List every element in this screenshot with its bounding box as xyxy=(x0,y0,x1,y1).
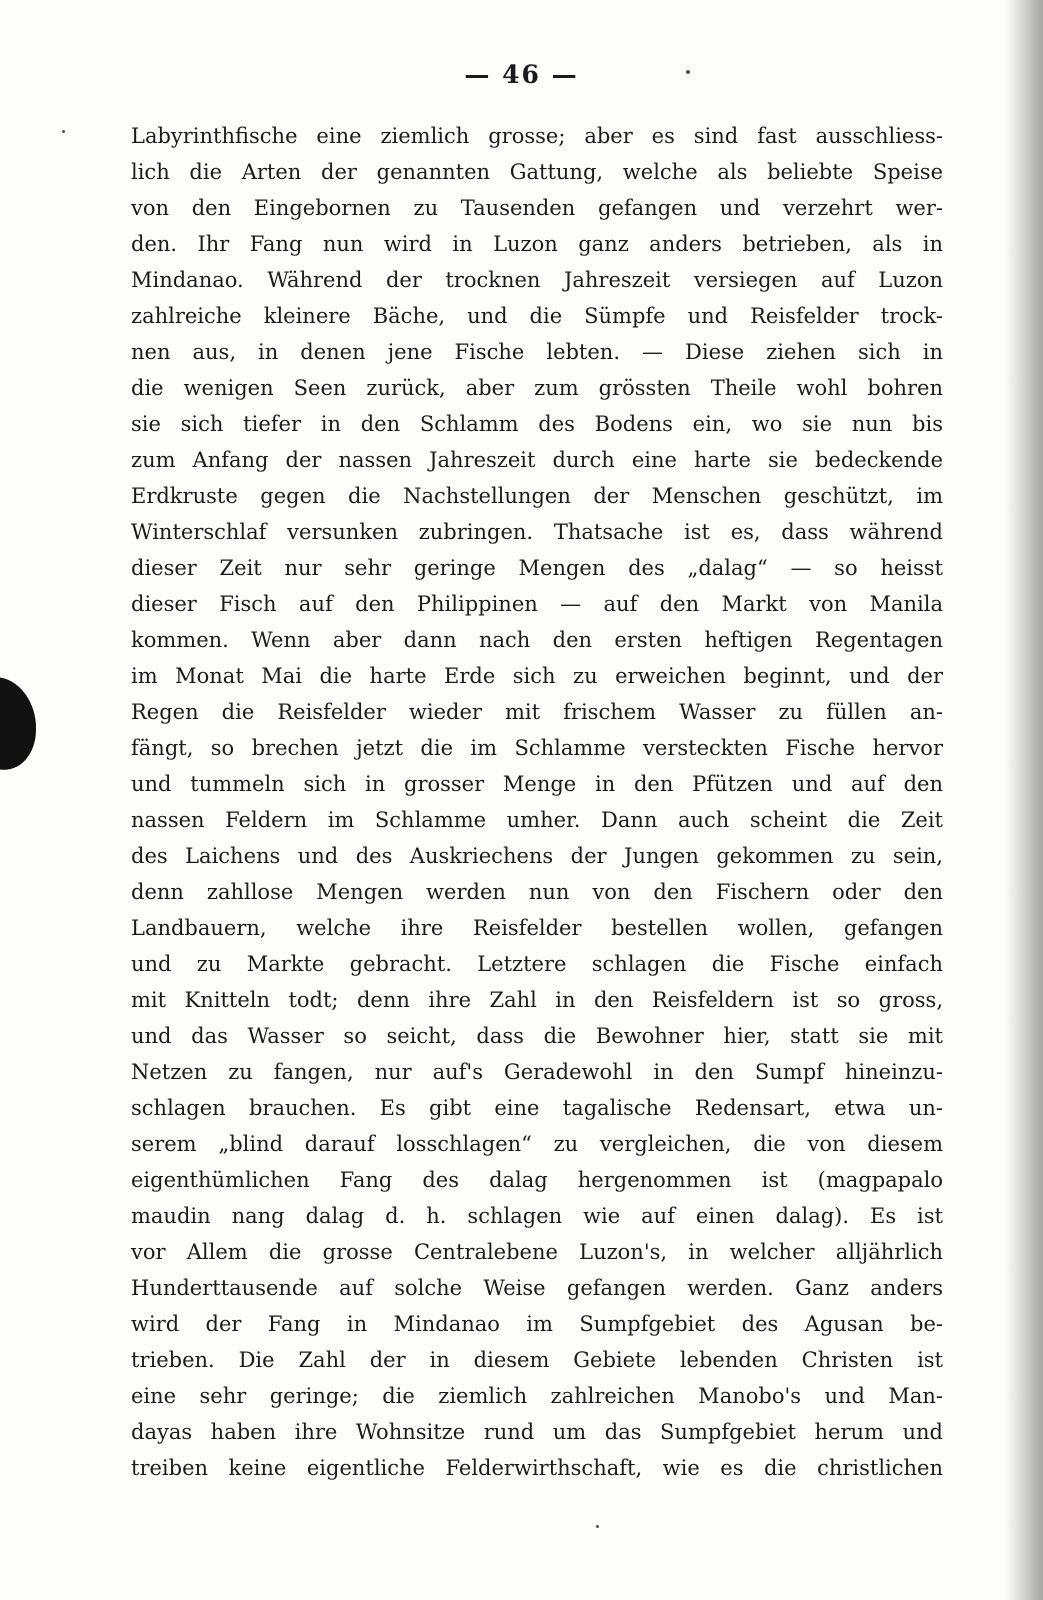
page-edge-shadow xyxy=(1005,0,1043,1600)
ink-speck xyxy=(596,1525,599,1528)
text-line: Winterschlaf versunken zubringen. Thatsache ist es, dass während xyxy=(131,520,943,544)
text-line: von den Eingebornen zu Tausenden gefangen und verzehrt wer- xyxy=(131,196,943,220)
text-line: Regen die Reisfelder wieder mit frischem Wasser zu füllen an- xyxy=(131,700,943,724)
text-line: wird der Fang in Mindanao im Sumpfgebiet des Agusan be- xyxy=(131,1312,943,1336)
text-line: eigenthümlichen Fang des dalag hergenommen ist (magpapalo xyxy=(131,1168,943,1192)
text-line: den. Ihr Fang nun wird in Luzon ganz anders betrieben, als in xyxy=(131,232,943,256)
text-line: treiben keine eigentliche Felderwirthschaft, wie es die christlichen xyxy=(131,1456,943,1480)
text-line: nassen Feldern im Schlamme umher. Dann auch scheint die Zeit xyxy=(131,808,943,832)
text-line: Hunderttausende auf solche Weise gefangen werden. Ganz anders xyxy=(131,1276,943,1300)
page-number: — 46 — xyxy=(464,60,579,89)
text-line: lich die Arten der genannten Gattung, welche als beliebte Speise xyxy=(131,160,943,184)
body-text xyxy=(131,118,943,1486)
text-line: und zu Markte gebracht. Letztere schlagen die Fische einfach xyxy=(131,952,943,976)
text-line: nen aus, in denen jene Fische lebten. — Diese ziehen sich in xyxy=(131,340,943,364)
text-line: trieben. Die Zahl der in diesem Gebiete lebenden Christen ist xyxy=(131,1348,943,1372)
text-line: eine sehr geringe; die ziemlich zahlreichen Manobo's und Man- xyxy=(131,1384,943,1408)
text-line: dieser Zeit nur sehr geringe Mengen des „dalag“ — so heisst xyxy=(131,556,943,580)
text-line: Landbauern, welche ihre Reisfelder bestellen wollen, gefangen xyxy=(131,916,943,940)
text-line: maudin nang dalag d. h. schlagen wie auf einen dalag). Es ist xyxy=(131,1204,943,1228)
text-line: mit Knitteln todt; denn ihre Zahl in den Reisfeldern ist so gross, xyxy=(131,988,943,1012)
text-line: serem „blind darauf losschlagen“ zu vergleichen, die von diesem xyxy=(131,1132,943,1156)
text-line: die wenigen Seen zurück, aber zum grössten Theile wohl bohren xyxy=(131,376,943,400)
text-line: sie sich tiefer in den Schlamm des Bodens ein, wo sie nun bis xyxy=(131,412,943,436)
text-line: und das Wasser so seicht, dass die Bewohner hier, statt sie mit xyxy=(131,1024,943,1048)
text-line: zum Anfang der nassen Jahreszeit durch eine harte sie bedeckende xyxy=(131,448,943,472)
text-line: Mindanao. Während der trocknen Jahreszeit versiegen auf Luzon xyxy=(131,268,943,292)
text-line: Labyrinthfische eine ziemlich grosse; aber es sind fast ausschliess- xyxy=(131,124,943,148)
text-line: dayas haben ihre Wohnsitze rund um das Sumpfgebiet herum und xyxy=(131,1420,943,1444)
text-line: fängt, so brechen jetzt die im Schlamme versteckten Fische hervor xyxy=(131,736,943,760)
text-line: denn zahllose Mengen werden nun von den Fischern oder den xyxy=(131,880,943,904)
binding-mark xyxy=(0,677,36,774)
text-line: schlagen brauchen. Es gibt eine tagalische Redensart, etwa un- xyxy=(131,1096,943,1120)
text-line: und tummeln sich in grosser Menge in den Pfützen und auf den xyxy=(131,772,943,796)
text-line: des Laichens und des Auskriechens der Jungen gekommen zu sein, xyxy=(131,844,943,868)
text-line: im Monat Mai die harte Erde sich zu erweichen beginnt, und der xyxy=(131,664,943,688)
text-line: kommen. Wenn aber dann nach den ersten heftigen Regentagen xyxy=(131,628,943,652)
text-line: Erdkruste gegen die Nachstellungen der Menschen geschützt, im xyxy=(131,484,943,508)
text-line: Netzen zu fangen, nur auf's Geradewohl in den Sumpf hineinzu- xyxy=(131,1060,943,1084)
text-line: zahlreiche kleinere Bäche, und die Sümpfe und Reisfelder trock- xyxy=(131,304,943,328)
text-line: dieser Fisch auf den Philippinen — auf den Markt von Manila xyxy=(131,592,943,616)
text-line: vor Allem die grosse Centralebene Luzon's, in welcher alljährlich xyxy=(131,1240,943,1264)
ink-speck xyxy=(62,130,65,133)
